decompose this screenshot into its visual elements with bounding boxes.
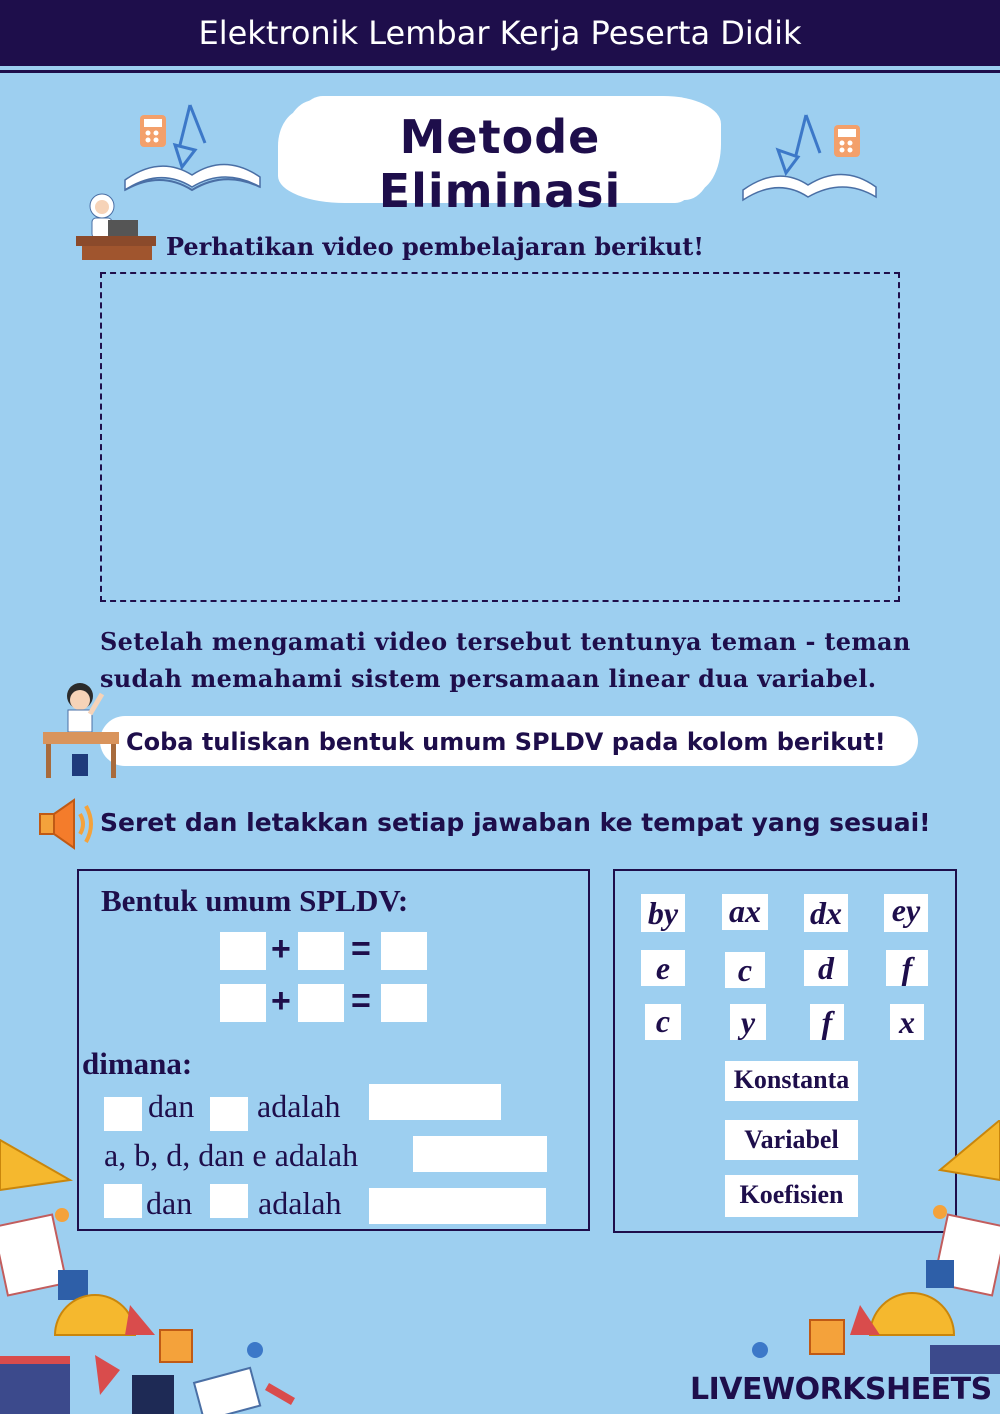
answer-chip[interactable]: dx (804, 894, 848, 932)
speaker-icon[interactable] (36, 796, 98, 852)
school-supplies-illustration-right (690, 1120, 1000, 1374)
write-instruction: Coba tuliskan bentuk umum SPLDV pada kolom berikut! (126, 728, 886, 756)
drop-slot-eq1-term2[interactable] (298, 932, 344, 970)
worksheet-header: Elektronik Lembar Kerja Peserta Didik (0, 0, 1000, 66)
drop-slot-eq1-term1[interactable] (220, 932, 266, 970)
drop-slot-eq2-term2[interactable] (298, 984, 344, 1022)
video-instruction: Perhatikan video pembelajaran berikut! (166, 232, 704, 261)
drop-slot-eq2-term1[interactable] (220, 984, 266, 1022)
drop-slot-eq2-result[interactable] (381, 984, 427, 1022)
plus-sign: + (271, 930, 291, 968)
answer-chip[interactable]: ax (722, 894, 768, 930)
equals-sign: = (351, 930, 371, 968)
answer-chip[interactable]: d (804, 950, 848, 986)
liveworksheets-logo[interactable]: LIVEWORKSHEETS (690, 1372, 992, 1407)
dan-label: dan (148, 1088, 195, 1124)
book-math-illustration-right (738, 95, 883, 215)
answer-chip[interactable]: c (645, 1004, 681, 1040)
adalah-label: adalah (257, 1088, 341, 1124)
observation-text-line2: sudah memahami sistem persamaan linear dua variabel. (100, 664, 877, 693)
answer-word-koefisien[interactable]: Koefisien (725, 1175, 858, 1217)
dimana-label: dimana: (82, 1046, 193, 1081)
answer-chip[interactable]: by (641, 894, 685, 932)
drag-instruction: Seret dan letakkan setiap jawaban ke tempat yang sesuai! (100, 808, 931, 837)
page-title: Metode Eliminasi (378, 110, 622, 218)
answer-chip[interactable]: ey (884, 894, 928, 932)
adalah-label: adalah (258, 1185, 342, 1221)
answer-chip[interactable]: e (641, 950, 685, 986)
observation-text-line1: Setelah mengamati video tersebut tentunya teman - teman (100, 627, 911, 656)
student-laptop-icon (74, 188, 164, 263)
equals-sign: = (351, 982, 371, 1020)
dan-label: dan (146, 1185, 193, 1221)
drop-slot-category2[interactable] (413, 1136, 547, 1172)
answer-chip[interactable]: x (890, 1004, 924, 1040)
video-placeholder[interactable] (100, 272, 900, 602)
drop-slot-category1[interactable] (369, 1084, 501, 1120)
book-math-illustration-left (120, 95, 265, 195)
answer-word-variabel[interactable]: Variabel (725, 1120, 858, 1160)
drop-slot-eq1-result[interactable] (381, 932, 427, 970)
plus-sign: + (271, 982, 291, 1020)
drop-slot-category3[interactable] (369, 1188, 546, 1224)
form-heading: Bentuk umum SPLDV: (101, 883, 409, 918)
answer-chip[interactable]: y (730, 1004, 766, 1040)
school-supplies-illustration-left (0, 1120, 310, 1414)
student-desk-icon (40, 676, 122, 782)
coefficients-label: a, b, d, dan e adalah (104, 1137, 359, 1173)
answer-word-konstanta[interactable]: Konstanta (725, 1061, 858, 1101)
answer-chip[interactable]: f (810, 1004, 844, 1040)
answer-chip[interactable]: c (725, 952, 765, 988)
header-divider (0, 70, 1000, 73)
answer-chip[interactable]: f (886, 950, 928, 986)
